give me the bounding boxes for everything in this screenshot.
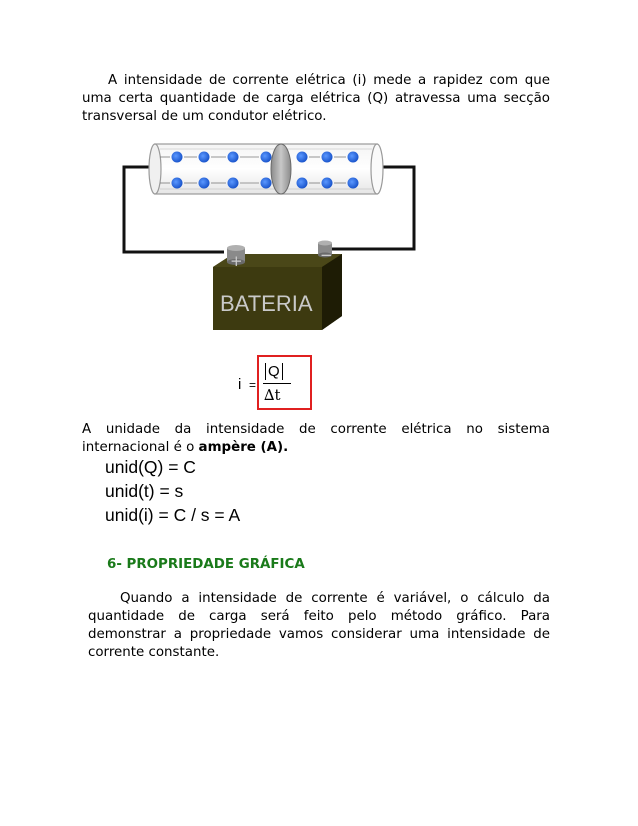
formula-numerator: Q xyxy=(265,363,283,380)
current-formula xyxy=(238,355,314,411)
section-title: 6- PROPRIEDADE GRÁFICA xyxy=(107,557,305,572)
formula-lhs: i xyxy=(238,376,242,393)
unit-paragraph xyxy=(82,421,550,457)
graphic-property-paragraph: Quando a intensidade de corrente é variável, o cálculo da quantidade de carga será feito pelo método gráfico. Para demonstrar a propriedade vamos considerar uma intensidade de corrente constante. xyxy=(88,591,550,660)
intro-paragraph: A intensidade de corrente elétrica (i) mede a rapidez com que uma certa quantidade de carga elétrica (Q) atravessa uma secção transversal de um condutor elétrico. xyxy=(82,73,550,124)
unit-list xyxy=(105,455,240,527)
circuit-figure xyxy=(120,135,430,340)
formula-denominator: ∆t xyxy=(264,386,281,404)
negative-sign: − xyxy=(320,246,333,264)
unit-line: unid(i) = C / s = A xyxy=(105,505,241,525)
formula-equals: = xyxy=(249,378,257,392)
cross-section-disc xyxy=(271,144,291,194)
positive-sign: + xyxy=(230,252,243,270)
battery-label: BATERIA xyxy=(220,291,313,316)
unit-line: unid(t) = s xyxy=(105,481,184,501)
fraction-bar xyxy=(263,383,291,384)
unit-paragraph-bold: ampère (A). xyxy=(198,440,289,455)
unit-line: unid(Q) = C xyxy=(105,457,196,477)
battery xyxy=(213,241,342,331)
unit-paragraph-text: A unidade da intensidade de corrente elétrica no sistema internacional é o xyxy=(82,422,550,455)
